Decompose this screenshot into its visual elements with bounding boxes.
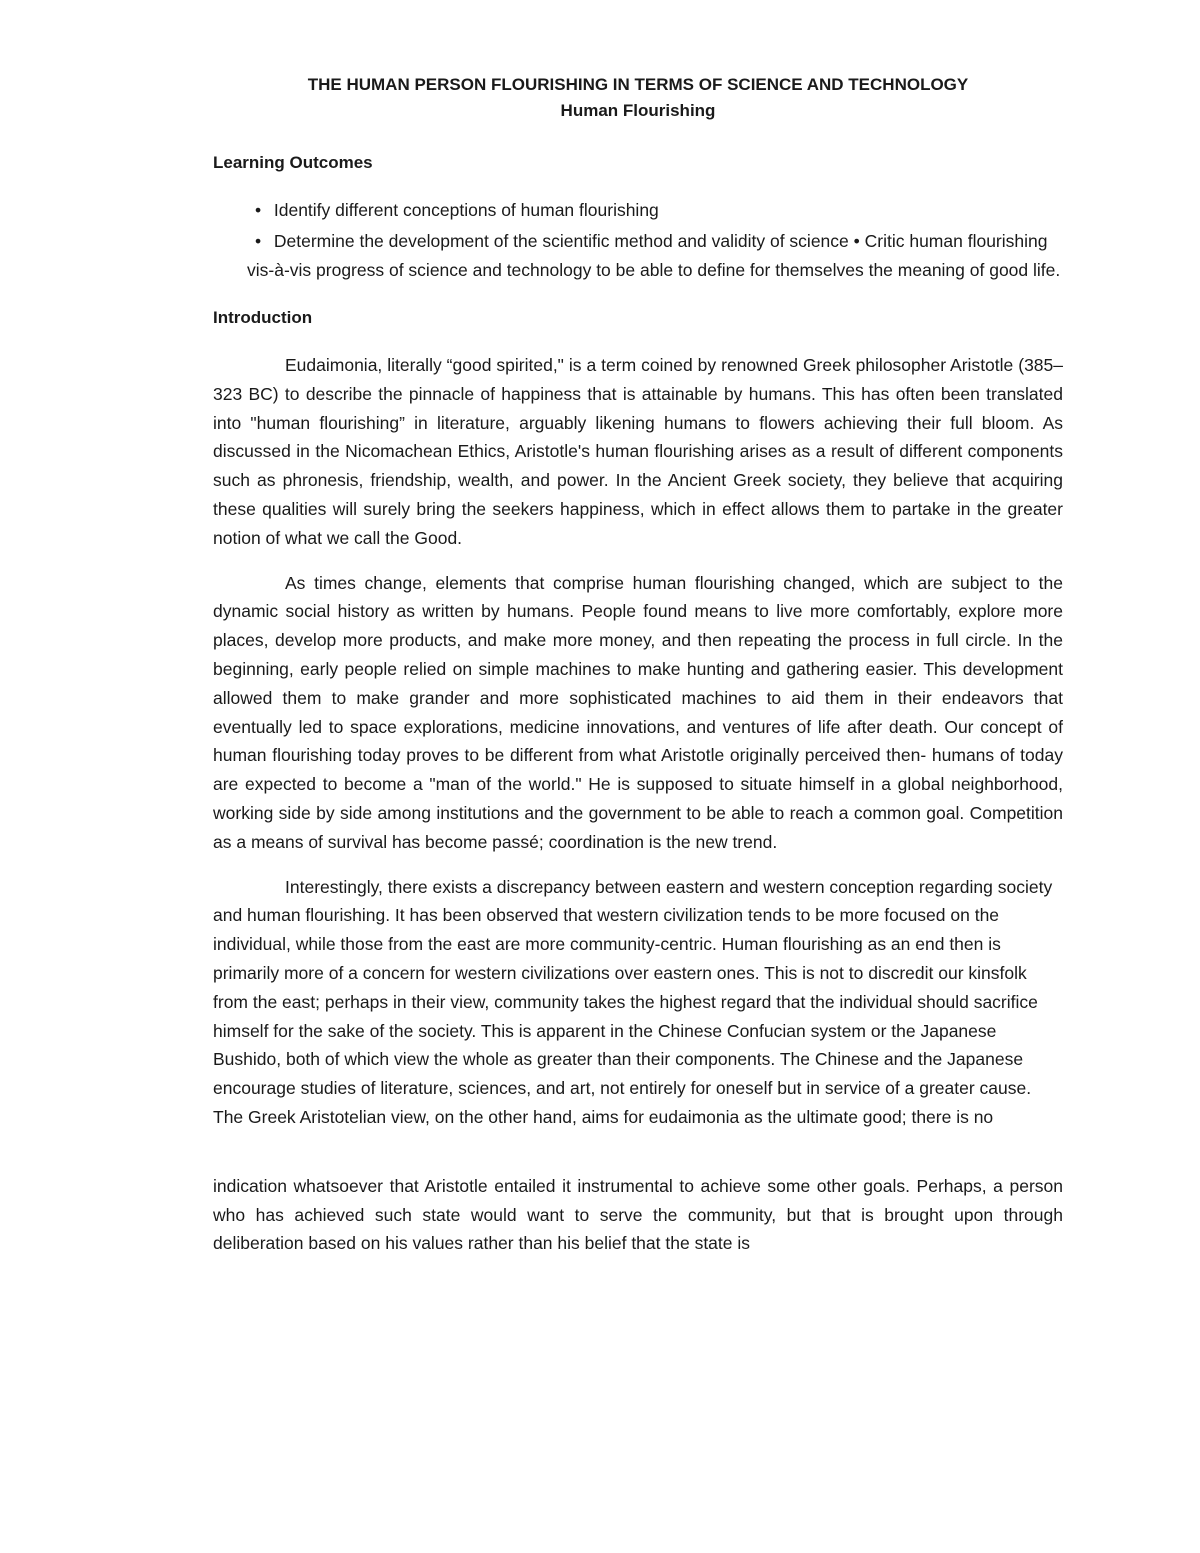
document-title: THE HUMAN PERSON FLOURISHING IN TERMS OF SCIENCE AND TECHNOLOGY (307, 75, 969, 94)
document-body (213, 72, 1063, 1274)
intro-paragraph-2: As times change, elements that comprise human flourishing changed, which are subject to the dynamic social history as written by humans. People found means to live more comfortably, explore more places, develop more products, and make more money, and then repeating the process in full circle. In the beginning, early people relied on simple machines to make hunting and gathering easier. This development allowed them to make grander and more sophisticated machines to aid them in their endeavors that eventually led to space explorations, medicine innovations, and ventures of life after death. Our concept of human flourishing today proves to be different from what Aristotle originally perceived then- humans of today are expected to become a "man of the world." He is supposed to situate himself in a global neighborhood, working side by side among institutions and the government to be able to reach a common goal. Competition as a means of survival has become passé; coordination is the new trend. (213, 572, 1063, 852)
outcome-text: Determine the development of the scientific method and validity of science • Critic human flourishing vis-à-vis progress of science and technology to be able to define for themselves the meaning of good life. (247, 231, 1061, 280)
intro-paragraph-1: Eudaimonia, literally “good spirited," is a term coined by renowned Greek philosopher Aristotle (385–323 BC) to describe the pinnacle of happiness that is attainable by humans. This has often been translated into "human flourishing” in literature, arguably likening humans to flowers achieving their full bloom. As discussed in the Nicomachean Ethics, Aristotle's human flourishing arises as a result of different components such as phronesis, friendship, wealth, and power. In the Ancient Greek society, they believe that acquiring these qualities will surely bring the seekers happiness, which in effect allows them to partake in the greater notion of what we call the Good. (213, 355, 1063, 548)
list-item (247, 227, 1063, 285)
introduction-heading: Introduction (213, 308, 313, 327)
outcome-text: Identify different conceptions of human flourishing (273, 200, 659, 220)
bullet-icon: • (255, 200, 262, 220)
document-subtitle: Human Flourishing (560, 101, 716, 120)
intro-paragraph-continuation: indication whatsoever that Aristotle entailed it instrumental to achieve some other goals. Perhaps, a person who has achieved such state would want to serve the community, but that is brought upon through deliberation based on his values rather than his belief that the state is (213, 1175, 1063, 1254)
bullet-icon: • (255, 231, 262, 251)
list-item (247, 196, 1063, 225)
learning-outcomes-list (247, 196, 1063, 285)
intro-paragraph-3: Interestingly, there exists a discrepancy between eastern and western conception regarding society and human flourishing. It has been observed that western civilization tends to be more focused on the individual, while those from the east are more community-centric. Human flourishing as an end then is primarily more of a concern for western civilizations over eastern ones. This is not to discredit our kinsfolk from the east; perhaps in their view, community takes the highest regard that the individual should sacrifice himself for the sake of the society. This is apparent in the Chinese Confucian system or the Japanese Bushido, both of which view the whole as greater than their components. The Chinese and the Japanese encourage studies of literature, sciences, and art, not entirely for oneself but in service of a greater cause. The Greek Aristotelian view, on the other hand, aims for eudaimonia as the ultimate good; there is no (213, 876, 1053, 1127)
learning-outcomes-heading: Learning Outcomes (213, 153, 373, 172)
